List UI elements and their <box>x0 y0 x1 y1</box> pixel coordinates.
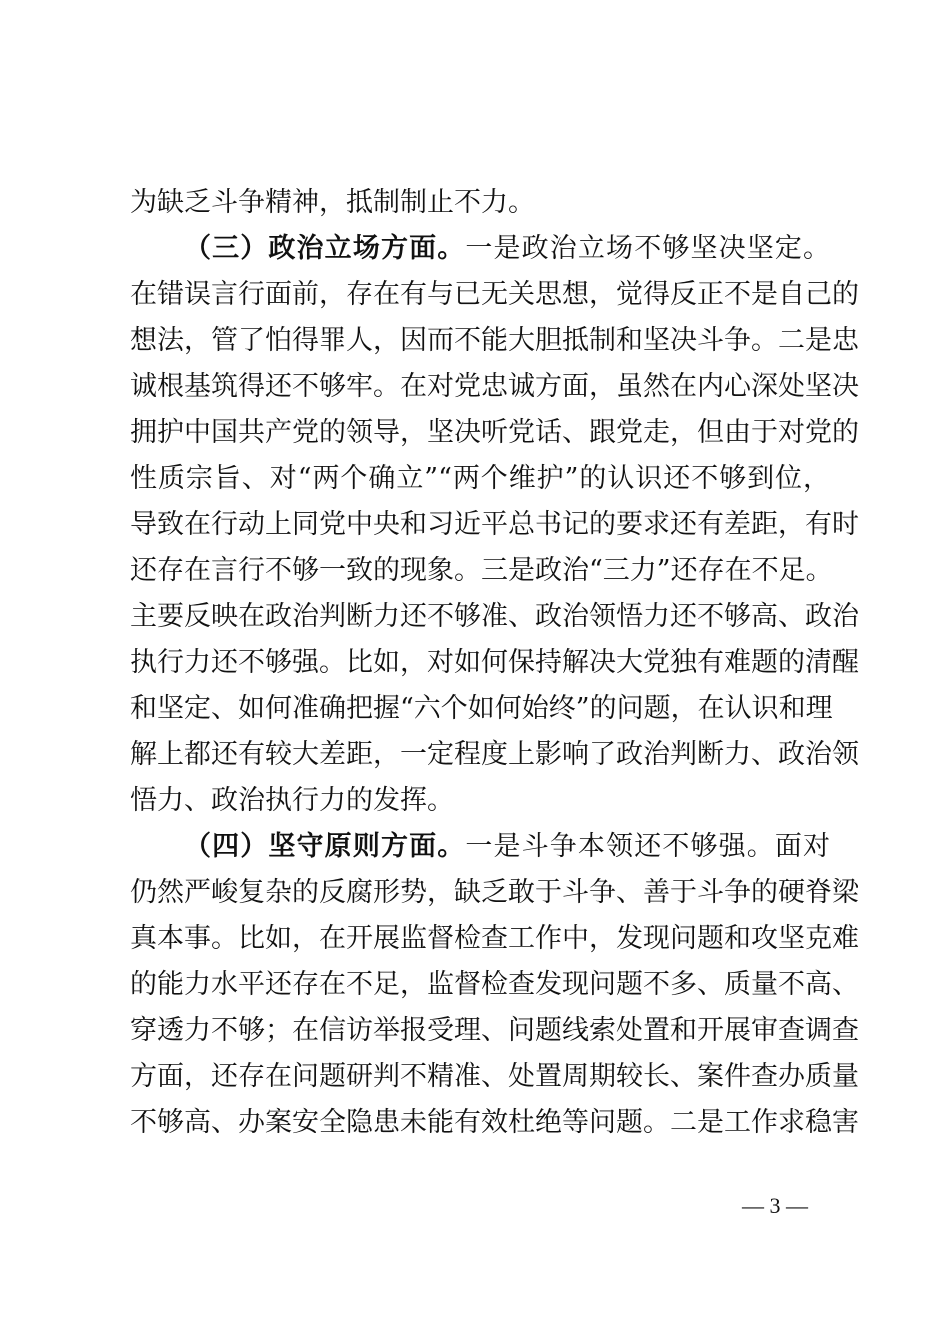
section-4-text: 一是斗争本领还不够强。面对 <box>465 831 831 862</box>
paragraph-line: 的能力水平还存在不足，监督检查发现问题不多、质量不高、 <box>130 969 859 1000</box>
page-number: — 3 — <box>742 1193 808 1218</box>
paragraph-line: 仍然严峻复杂的反腐形势，缺乏敢于斗争、善于斗争的硬脊梁 <box>130 877 859 908</box>
paragraph-line: 穿透力不够；在信访举报受理、问题线索处置和开展审查调查 <box>130 1015 859 1046</box>
paragraph-line: 诚根基筑得还不够牢。在对党忠诚方面，虽然在内心深处坚决 <box>130 371 859 402</box>
paragraph-line: 悟力、政治执行力的发挥。 <box>130 785 454 816</box>
paragraph-line: 还存在言行不够一致的现象。三是政治“三力”还存在不足。 <box>130 555 833 586</box>
paragraph-line: 解上都还有较大差距，一定程度上影响了政治判断力、政治领 <box>130 739 859 770</box>
paragraph-line: 和坚定、如何准确把握“六个如何始终”的问题，在认识和理 <box>130 693 833 724</box>
paragraph-line: 不够高、办案安全隐患未能有效杜绝等问题。二是工作求稳害 <box>130 1107 859 1138</box>
section-4-heading: （四）坚守原则方面。 <box>184 831 466 862</box>
paragraph-line: 想法，管了怕得罪人，因而不能大胆抵制和坚决斗争。二是忠 <box>130 325 859 356</box>
section-4-first-line <box>184 827 830 867</box>
section-3-first-line <box>184 229 830 269</box>
paragraph-line: 为缺乏斗争精神，抵制制止不力。 <box>130 187 535 218</box>
paragraph-line: 真本事。比如，在开展监督检查工作中，发现问题和攻坚克难 <box>130 923 859 954</box>
section-3-text: 一是政治立场不够坚决坚定。 <box>465 233 831 264</box>
paragraph-line: 主要反映在政治判断力还不够准、政治领悟力还不够高、政治 <box>130 601 859 632</box>
paragraph-line: 拥护中国共产党的领导，坚决听党话、跟党走，但由于对党的 <box>130 417 859 448</box>
paragraph-line: 导致在行动上同党中央和习近平总书记的要求还有差距，有时 <box>130 509 859 540</box>
paragraph-line: 性质宗旨、对“两个确立”“两个维护”的认识还不够到位， <box>130 463 830 494</box>
paragraph-line: 执行力还不够强。比如，对如何保持解决大党独有难题的清醒 <box>130 647 859 678</box>
paragraph-line: 方面，还存在问题研判不精准、处置周期较长、案件查办质量 <box>130 1061 859 1092</box>
section-3-heading: （三）政治立场方面。 <box>184 233 466 264</box>
paragraph-line: 在错误言行面前，存在有与已无关思想，觉得反正不是自己的 <box>130 279 859 310</box>
